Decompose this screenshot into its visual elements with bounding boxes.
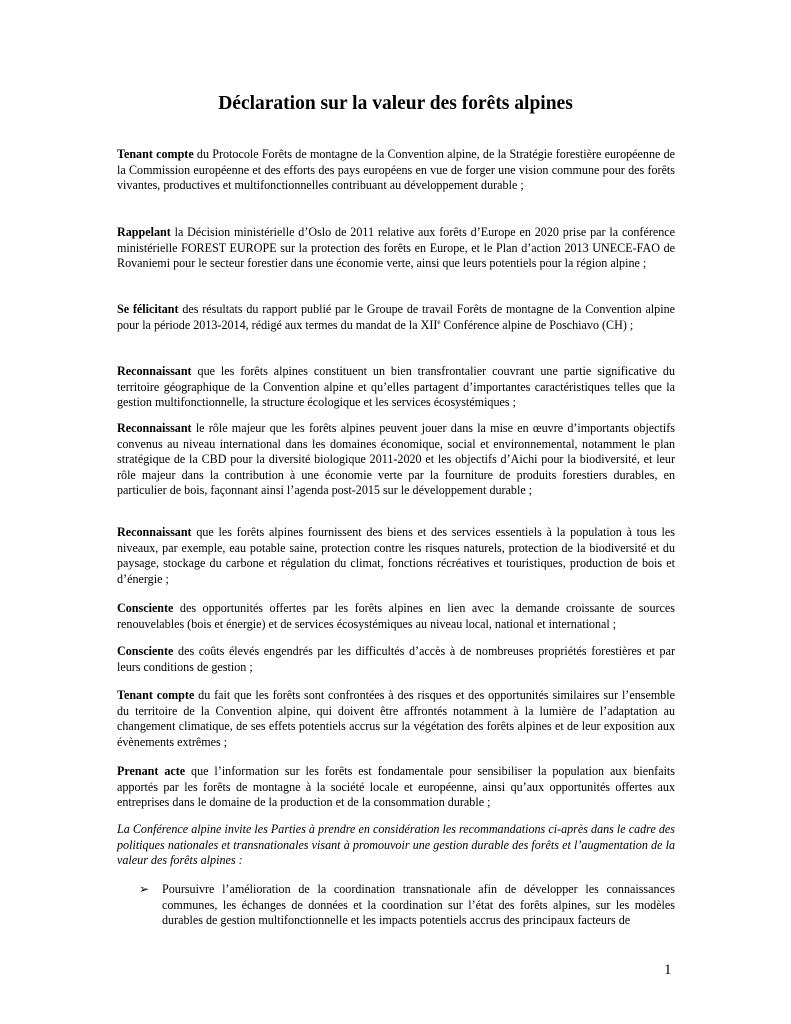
paragraph-text: que les forêts alpines constituent un bien transfrontalier couvrant une partie significative du territoire géographique de la Convention alpine et qu’elles partagent d’importantes caractéristiques telles que la gestion multifonctionnelle, la structure écologique et les services écosystémiques ; — [117, 364, 675, 409]
paragraph-prenant-acte — [117, 764, 675, 811]
paragraph-consciente-2 — [117, 644, 675, 675]
paragraph-lead: Reconnaissant — [117, 364, 192, 378]
paragraph-lead: Tenant compte — [117, 147, 194, 161]
paragraph-lead: Reconnaissant — [117, 525, 192, 539]
paragraph-lead: Consciente — [117, 601, 174, 615]
paragraph-text: du Protocole Forêts de montagne de la Convention alpine, de la Stratégie forestière européenne de la Commission européenne et des efforts des pays européens en vue de forger une vision commune pour des forêts vivantes, productives et multifonctionnelles contribuant au développement durable ; — [117, 147, 676, 192]
paragraph-text: des résultats du rapport publié par le Groupe de travail Forêts de montagne de la Convention alpine pour la période 2013-2014, rédigé aux termes du mandat de la XII — [117, 302, 675, 332]
paragraph-text: des opportunités offertes par les forêts alpines en lien avec la demande croissante de sources renouvelables (bois et énergie) et de services écosystémiques au niveau local, national et international ; — [117, 601, 675, 631]
paragraph-lead: Reconnaissant — [117, 421, 192, 435]
paragraph-reconnaissant-2 — [117, 421, 675, 499]
paragraph-reconnaissant-3 — [117, 525, 675, 587]
paragraph-tenant-compte-2 — [117, 688, 675, 750]
paragraph-text-continued: Conférence alpine de Poschiavo (CH) ; — [440, 317, 634, 332]
paragraph-lead: Tenant compte — [117, 688, 195, 702]
paragraph-text: que les forêts alpines fournissent des biens et des services essentiels à la population à tous les niveaux, par exemple, eau potable saine, protection contre les risques naturels, protection de la biodiversité et du paysage, stockage du carbone et régulation du climat, fonctions récréatives et touristiques, production de bois et d’énergie ; — [117, 525, 675, 586]
page-number: 1 — [664, 962, 672, 978]
paragraph-lead: Consciente — [117, 644, 174, 658]
paragraph-se-felicitant — [117, 302, 675, 333]
paragraph-text: la Décision ministérielle d’Oslo de 2011 relative aux forêts d’Europe en 2020 prise par la conférence ministérielle FOREST EUROPE sur la protection des forêts en Europe, et le Plan d’action 2013 UNECE-FAO de Rovaniemi pour le secteur forestier dans une économie verte, ainsi que leurs potentiels pour la région alpine ; — [117, 225, 675, 270]
superscript: e — [437, 317, 441, 326]
paragraph-rappelant — [117, 225, 675, 272]
paragraph-text: que l’information sur les forêts est fondamentale pour sensibiliser la population aux bienfaits apportés par les forêts de montagne à la société locale et européenne, ainsi qu’aux opportunités offertes aux entreprises dans le domaine de la production et de la consommation durable ; — [117, 764, 675, 809]
paragraph-text: des coûts élevés engendrés par les difficultés d’accès à de nombreuses propriétés forestières et par leurs conditions de gestion ; — [117, 644, 675, 674]
paragraph-tenant-compte-1 — [117, 147, 675, 194]
invitation-paragraph: La Conférence alpine invite les Parties à prendre en considération les recommandations ci-après dans le cadre des politiques nationales et transnationales visant à promouvoir une gestion durable des forêts et l’augmentation de la valeur des forêts alpines : — [117, 822, 675, 867]
paragraph-lead: Prenant acte — [117, 764, 186, 778]
arrow-bullet-icon: ➢ — [139, 882, 150, 896]
paragraph-lead: Rappelant — [117, 225, 171, 239]
paragraph-text: du fait que les forêts sont confrontées à des risques et des opportunités similaires sur l’ensemble du territoire de la Convention alpine, qui doivent être affrontés notamment à la lumière de l’adaptation au changement climatique, de ses effets potentiels accrus sur la végétation des forêts alpines et de leur exposition aux évènements extrêmes ; — [117, 688, 675, 749]
recommendation-item: Poursuivre l’amélioration de la coordination transnationale afin de développer les connaissances communes, les échanges de données et la coordination sur l’état des forêts alpines, sur les modèles durables de gestion multifonctionnelle et les impacts potentiels accrus des principaux facteurs de — [162, 882, 675, 927]
paragraph-text: le rôle majeur que les forêts alpines peuvent jouer dans la mise en œuvre d’importants objectifs convenus au niveau international dans les domaines économique, social et environnemental, notamment le plan stratégique de la CBD pour la diversité biologique 2011-2020 et les objectifs d’Aichi pour la biodiversité, et leur rôle majeur dans la contribution à une économie verte par la fourniture de produits forestiers durables, en particulier de bois, façonnant ainsi l’agenda post-2015 sur le développement durable ; — [117, 421, 675, 497]
paragraph-lead: Se félicitant — [117, 302, 179, 316]
page-title: Déclaration sur la valeur des forêts alpines — [218, 93, 573, 114]
paragraph-consciente-1 — [117, 601, 675, 632]
paragraph-reconnaissant-1 — [117, 364, 675, 411]
